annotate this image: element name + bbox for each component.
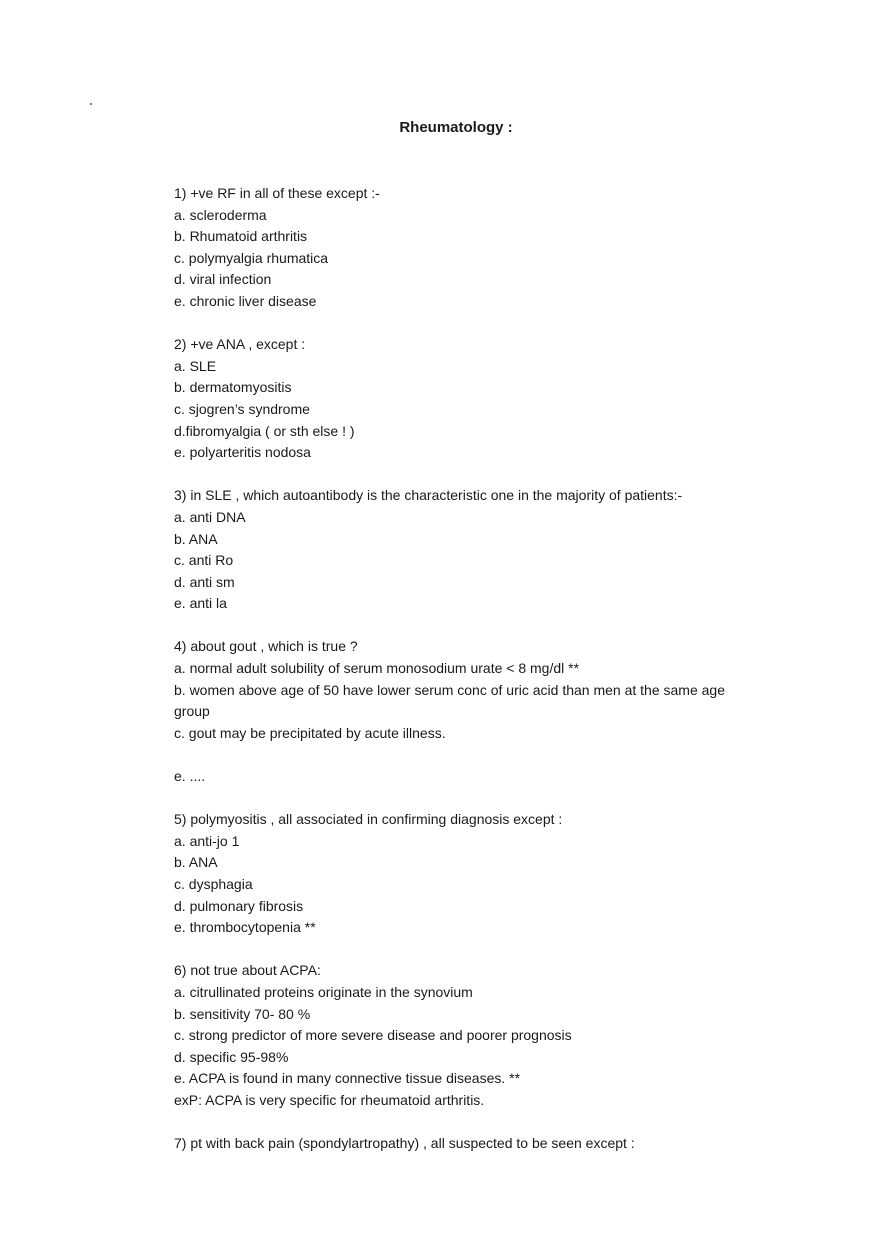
answer-option: c. strong predictor of more severe disease and poorer prognosis (174, 1027, 572, 1044)
answer-option: d. viral infection (174, 271, 272, 288)
question-stem: 2) +ve ANA , except : (174, 336, 306, 353)
answer-option: d. specific 95-98% (174, 1048, 289, 1065)
answer-option: e. ACPA is found in many connective tissue diseases. ** (174, 1070, 521, 1087)
answer-option: b. women above age of 50 have lower serum conc of uric acid than men at the same age group (174, 681, 729, 720)
question-stem: 6) not true about ACPA: (174, 962, 321, 979)
answer-option: e. polyarteritis nodosa (174, 444, 311, 461)
page-title: Rheumatology : (399, 119, 513, 136)
question-5 (174, 809, 754, 939)
answer-option: e. anti la (174, 595, 227, 612)
question-2 (174, 334, 754, 464)
answer-option: d.fibromyalgia ( or sth else ! ) (174, 422, 355, 439)
question-6 (174, 960, 754, 1111)
explanation-note: exP: ACPA is very specific for rheumatoid arthritis. (174, 1091, 485, 1108)
answer-option: a. scleroderma (174, 206, 267, 223)
blank-line (174, 744, 754, 766)
question-list (174, 183, 754, 1176)
answer-option: b. dermatomyositis (174, 379, 292, 396)
answer-option: e. thrombocytopenia ** (174, 919, 316, 936)
question-3 (174, 485, 754, 615)
answer-option: c. gout may be precipitated by acute illness. (174, 724, 446, 741)
scan-speck (90, 103, 92, 105)
answer-option: c. dysphagia (174, 876, 253, 892)
answer-option: c. sjogren’s syndrome (174, 400, 310, 417)
question-1 (174, 183, 754, 313)
answer-option: d. pulmonary fibrosis (174, 897, 304, 914)
question-4 (174, 636, 754, 787)
answer-option: b. sensitivity 70- 80 % (174, 1005, 311, 1022)
answer-option: a. anti DNA (174, 508, 246, 525)
answer-option: a. SLE (174, 357, 217, 374)
answer-option: c. anti Ro (174, 552, 234, 569)
question-stem: 7) pt with back pain (spondylartropathy) , all suspected to be seen except : (174, 1135, 635, 1152)
answer-option: e. .... (174, 768, 206, 785)
answer-option: b. ANA (174, 530, 218, 547)
answer-option: b. ANA (174, 854, 218, 871)
question-7 (174, 1133, 754, 1155)
answer-option: d. anti sm (174, 573, 235, 590)
question-stem: 4) about gout , which is true ? (174, 638, 358, 655)
question-stem: 5) polymyositis , all associated in confirming diagnosis except : (174, 811, 563, 828)
question-stem: 3) in SLE , which autoantibody is the characteristic one in the majority of patients:- (174, 487, 683, 504)
answer-option: c. polymyalgia rhumatica (174, 249, 329, 266)
answer-option: e. chronic liver disease (174, 292, 317, 309)
answer-option: a. citrullinated proteins originate in the synovium (174, 983, 473, 1000)
answer-option: a. anti-jo 1 (174, 832, 240, 849)
answer-option: a. normal adult solubility of serum monosodium urate < 8 mg/dl ** (174, 660, 580, 677)
answer-option: b. Rhumatoid arthritis (174, 228, 308, 245)
question-stem: 1) +ve RF in all of these except :- (174, 185, 380, 201)
